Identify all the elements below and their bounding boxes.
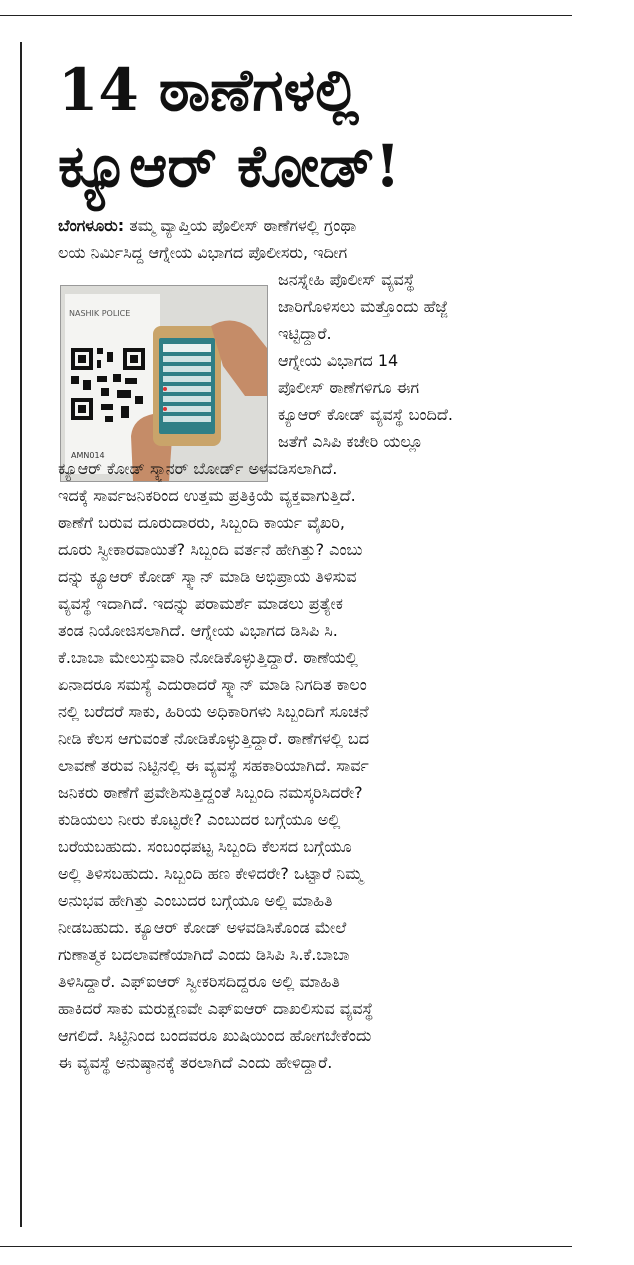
article-line: ಅಲ್ಲಿ ತಿಳಿಸಬಹುದು. ಸಿಬ್ಬಂದಿ ಹಣ ಕೇಳಿದರೇ? ಒಟ್ಟಾರೆ ನಿಮ್ಮ bbox=[58, 864, 363, 883]
article-line: ಕುಡಿಯಲು ನೀರು ಕೊಟ್ಟರೇ? ಎಂಬುದರ ಬಗ್ಗೆಯೂ ಅಲ್ಲಿ bbox=[58, 810, 341, 829]
article-line: ಜತೆಗೆ ಎಸಿಪಿ ಕಚೇರಿ ಯಲ್ಲೂ bbox=[278, 432, 423, 451]
dateline: ಬೆಂಗಳೂರು: bbox=[58, 216, 125, 235]
article-line: ಲಾವಣೆ ತರುವ ನಿಟ್ಟಿನಲ್ಲಿ ಈ ವ್ಯವಸ್ಥೆ ಸಹಕಾರಿಯಾಗಿದೆ. ಸಾರ್ವ bbox=[58, 756, 369, 775]
article-line: ಜಾರಿಗೊಳಿಸಲು ಮತ್ತೊಂದು ಹೆಜ್ಜೆ bbox=[278, 297, 448, 316]
article-line: ಜನಸ್ನೇಹಿ ಪೊಲೀಸ್ ವ್ಯವಸ್ಥೆ bbox=[278, 270, 415, 289]
article-line: ಕ್ಯೂಆರ್ ಕೋಡ್ ಸ್ಕ್ಯಾನರ್ ಬೋರ್ಡ್ ಅಳವಡಿಸಲಾಗಿದೆ. bbox=[58, 459, 338, 478]
article-line: ದನ್ನು ಕ್ಯೂಆರ್ ಕೋಡ್ ಸ್ಕ್ಯಾನ್ ಮಾಡಿ ಅಭಿಪ್ರಾಯ ತಿಳಿಸುವ bbox=[58, 567, 357, 586]
article-line: ದೂರು ಸ್ವೀಕಾರವಾಯಿತೆ? ಸಿಬ್ಬಂದಿ ವರ್ತನೆ ಹೇಗಿತ್ತು? ಎಂಬು bbox=[58, 540, 363, 559]
article-line: ಜನಿಕರು ಠಾಣೆಗೆ ಪ್ರವೇಶಿಸುತ್ತಿದ್ದಂತೆ ಸಿಬ್ಬಂದಿ ನಮಸ್ಕರಿಸಿದರೇ? bbox=[58, 783, 363, 802]
article-line: ಗುಣಾತ್ಮಕ ಬದಲಾವಣೆಯಾಗಿದೆ ಎಂದು ಡಿಸಿಪಿ ಸಿ.ಕೆ.ಬಾಬಾ bbox=[58, 945, 350, 964]
top-rule bbox=[0, 15, 572, 16]
headline-line-2: ಕ್ಯೂಆರ್ ಕೋಡ್! bbox=[58, 132, 401, 200]
article-line: ಹಾಕಿದರೆ ಸಾಕು ಮರುಕ್ಷಣವೇ ಎಫ್ಐಆರ್ ದಾಖಲಿಸುವ ವ್ಯವಸ್ಥೆ bbox=[58, 999, 374, 1018]
article-line: ನೀಡಬಹುದು. ಕ್ಯೂಆರ್ ಕೋಡ್ ಅಳವಡಿಸಿಕೊಂಡ ಮೇಲೆ bbox=[58, 918, 347, 937]
article-line: ಇದಕ್ಕೆ ಸಾರ್ವಜನಿಕರಿಂದ ಉತ್ತಮ ಪ್ರತಿಕ್ರಿಯೆ ವ್ಯಕ್ತವಾಗುತ್ತಿದೆ. bbox=[58, 486, 356, 505]
article-line-text: ತಮ್ಮ ವ್ಯಾಪ್ತಿಯ ಪೊಲೀಸ್ ಠಾಣೆಗಳಲ್ಲಿ ಗ್ರಂಥಾ bbox=[124, 216, 357, 235]
article-line: ಕೆ.ಬಾಬಾ ಮೇಲುಸ್ತುವಾರಿ ನೋಡಿಕೊಳ್ಳುತ್ತಿದ್ದಾರೆ. ಠಾಣೆಯಲ್ಲಿ bbox=[58, 648, 358, 667]
article-line: ಏನಾದರೂ ಸಮಸ್ಯೆ ಎದುರಾದರೆ ಸ್ಕ್ಯಾನ್ ಮಾಡಿ ನಿಗದಿತ ಕಾಲಂ bbox=[58, 675, 367, 694]
column-rule bbox=[20, 42, 22, 1227]
article-line: ಠಾಣೆಗೆ ಬರುವ ದೂರುದಾರರು, ಸಿಬ್ಬಂದಿ ಕಾರ್ಯ ವೈಖರಿ, bbox=[58, 513, 345, 532]
bottom-rule bbox=[0, 1246, 572, 1247]
sign-title: NASHIK POLICE bbox=[69, 309, 131, 318]
headline bbox=[58, 52, 598, 204]
article-line: ನೀಡಿ ಕೆಲಸ ಆಗುವಂತೆ ನೋಡಿಕೊಳ್ಳುತ್ತಿದ್ದಾರೆ. ಠಾಣೆಗಳಲ್ಲಿ ಬದ bbox=[58, 729, 370, 748]
article-line: ತಿಳಿಸಿದ್ದಾರೆ. ಎಫ್ಐಆರ್ ಸ್ವೀಕರಿಸದಿದ್ದರೂ ಅಲ್ಲಿ ಮಾಹಿತಿ bbox=[58, 972, 340, 991]
article-line bbox=[58, 212, 578, 239]
article-line: ಲಯ ನಿರ್ಮಿಸಿದ್ದ ಆಗ್ನೇಯ ವಿಭಾಗದ ಪೊಲೀಸರು, ಇದೀಗ bbox=[58, 243, 348, 262]
article-line: ಪೊಲೀಸ್ ಠಾಣೆಗಳಿಗೂ ಈಗ bbox=[278, 378, 420, 397]
article-line: ನಲ್ಲಿ ಬರೆದರೆ ಸಾಕು, ಹಿರಿಯ ಅಧಿಕಾರಿಗಳು ಸಿಬ್ಬಂದಿಗೆ ಸೂಚನೆ bbox=[58, 702, 369, 721]
article-body bbox=[58, 212, 578, 1076]
article-line: ಅನುಭವ ಹೇಗಿತ್ತು ಎಂಬುದರ ಬಗ್ಗೆಯೂ ಅಲ್ಲಿ ಮಾಹಿತಿ bbox=[58, 891, 333, 910]
headline-line-1: 14 ಠಾಣೆಗಳಲ್ಲಿ bbox=[58, 56, 360, 124]
article-line: ಆಗಲಿದೆ. ಸಿಟ್ಟಿನಿಂದ ಬಂದವರೂ ಖುಷಿಯಿಂದ ಹೋಗಬೇಕೆಂದು bbox=[58, 1026, 372, 1045]
article-line: ಬರೆಯಬಹುದು. ಸಂಬಂಧಪಟ್ಟ ಸಿಬ್ಬಂದಿ ಕೆಲಸದ ಬಗ್ಗೆಯೂ bbox=[58, 837, 352, 856]
sign-code: AMN014 bbox=[71, 451, 105, 460]
article-line: ವ್ಯವಸ್ಥೆ ಇದಾಗಿದೆ. ಇದನ್ನು ಪರಾಮರ್ಶೆ ಮಾಡಲು ಪ್ರತ್ಯೇಕ bbox=[58, 594, 343, 613]
article-line: ತಂಡ ನಿಯೋಜಿಸಲಾಗಿದೆ. ಆಗ್ನೇಯ ವಿಭಾಗದ ಡಿಸಿಪಿ ಸಿ. bbox=[58, 621, 338, 640]
article-line: ಇಟ್ಟಿದ್ದಾರೆ. bbox=[278, 324, 332, 343]
article-line: ಕ್ಯೂಆರ್ ಕೋಡ್ ವ್ಯವಸ್ಥೆ ಬಂದಿದೆ. bbox=[278, 405, 453, 424]
article-line: ಈ ವ್ಯವಸ್ಥೆ ಅನುಷ್ಠಾನಕ್ಕೆ ತರಲಾಗಿದೆ ಎಂದು ಹೇಳಿದ್ದಾರೆ. bbox=[58, 1053, 333, 1072]
article-line: ಆಗ್ನೇಯ ವಿಭಾಗದ 14 bbox=[278, 351, 399, 370]
